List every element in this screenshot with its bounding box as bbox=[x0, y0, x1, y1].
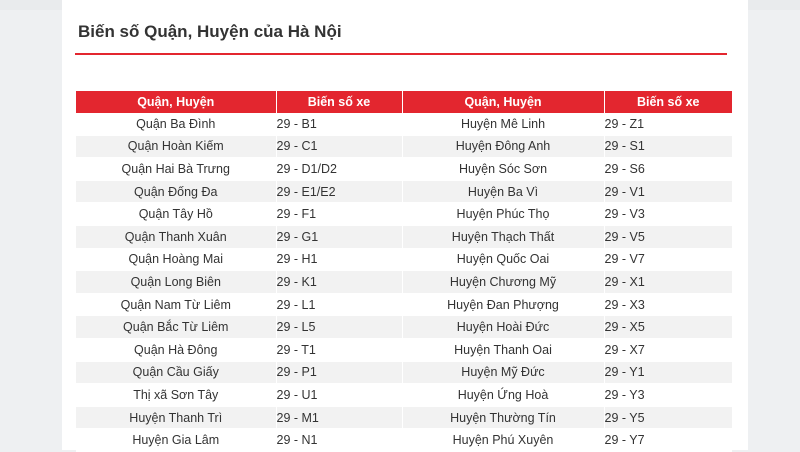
plate-code-cell: 29 - Z1 bbox=[604, 113, 732, 135]
district-name-cell: Huyện Thanh Trì bbox=[76, 406, 276, 429]
district-name-cell: Huyện Thanh Oai bbox=[402, 338, 604, 361]
table-header-row bbox=[76, 91, 732, 113]
table-row bbox=[76, 180, 732, 203]
district-name-cell: Huyện Thường Tín bbox=[402, 406, 604, 429]
district-name-cell: Quận Hà Đông bbox=[76, 338, 276, 361]
header-plate-right: Biến số xe bbox=[604, 91, 732, 113]
table-body bbox=[76, 113, 732, 451]
district-name-cell: Huyện Đông Anh bbox=[402, 135, 604, 158]
license-plate-table bbox=[76, 91, 732, 452]
district-name-cell: Quận Cầu Giấy bbox=[76, 361, 276, 384]
table-row bbox=[76, 406, 732, 429]
plate-code-cell: 29 - T1 bbox=[276, 338, 402, 361]
plate-code-cell: 29 - Y3 bbox=[604, 384, 732, 407]
district-name-cell: Huyện Chương Mỹ bbox=[402, 271, 604, 294]
district-name-cell: Quận Bắc Từ Liêm bbox=[76, 316, 276, 339]
district-name-cell: Quận Ba Đình bbox=[76, 113, 276, 135]
district-name-cell: Quận Long Biên bbox=[76, 271, 276, 294]
plate-code-cell: 29 - L5 bbox=[276, 316, 402, 339]
title-underline bbox=[75, 53, 727, 55]
plate-code-cell: 29 - X7 bbox=[604, 338, 732, 361]
district-name-cell: Quận Hoàn Kiếm bbox=[76, 135, 276, 158]
plate-code-cell: 29 - Y1 bbox=[604, 361, 732, 384]
plate-code-cell: 29 - B1 bbox=[276, 113, 402, 135]
plate-code-cell: 29 - V1 bbox=[604, 180, 732, 203]
district-name-cell: Huyện Ba Vì bbox=[402, 180, 604, 203]
plate-code-cell: 29 - S6 bbox=[604, 158, 732, 181]
table-row bbox=[76, 203, 732, 226]
plate-code-cell: 29 - S1 bbox=[604, 135, 732, 158]
district-name-cell: Huyện Gia Lâm bbox=[76, 429, 276, 452]
plate-code-cell: 29 - D1/D2 bbox=[276, 158, 402, 181]
plate-code-cell: 29 - G1 bbox=[276, 225, 402, 248]
table-row bbox=[76, 293, 732, 316]
plate-code-cell: 29 - V7 bbox=[604, 248, 732, 271]
table-row bbox=[76, 225, 732, 248]
plate-code-cell: 29 - N1 bbox=[276, 429, 402, 452]
plate-code-cell: 29 - V5 bbox=[604, 225, 732, 248]
plate-code-cell: 29 - H1 bbox=[276, 248, 402, 271]
plate-code-cell: 29 - X5 bbox=[604, 316, 732, 339]
district-name-cell: Huyện Quốc Oai bbox=[402, 248, 604, 271]
table-row bbox=[76, 113, 732, 135]
table-row bbox=[76, 135, 732, 158]
table-row bbox=[76, 429, 732, 452]
plate-code-cell: 29 - Y5 bbox=[604, 406, 732, 429]
plate-code-cell: 29 - X3 bbox=[604, 293, 732, 316]
table-row bbox=[76, 271, 732, 294]
district-name-cell: Thị xã Sơn Tây bbox=[76, 384, 276, 407]
plate-code-cell: 29 - U1 bbox=[276, 384, 402, 407]
district-name-cell: Huyện Đan Phượng bbox=[402, 293, 604, 316]
plate-code-cell: 29 - Y7 bbox=[604, 429, 732, 452]
district-name-cell: Huyện Sóc Sơn bbox=[402, 158, 604, 181]
plate-code-cell: 29 - C1 bbox=[276, 135, 402, 158]
plate-code-cell: 29 - E1/E2 bbox=[276, 180, 402, 203]
district-name-cell: Huyện Thạch Thất bbox=[402, 225, 604, 248]
district-name-cell: Quận Đống Đa bbox=[76, 180, 276, 203]
header-plate-left: Biến số xe bbox=[276, 91, 402, 113]
plate-code-cell: 29 - F1 bbox=[276, 203, 402, 226]
table-row bbox=[76, 338, 732, 361]
table-row bbox=[76, 316, 732, 339]
district-name-cell: Huyện Mỹ Đức bbox=[402, 361, 604, 384]
district-name-cell: Quận Hoàng Mai bbox=[76, 248, 276, 271]
page-title: Biến số Quận, Huyện của Hà Nội bbox=[78, 22, 342, 41]
district-name-cell: Quận Tây Hồ bbox=[76, 203, 276, 226]
district-name-cell: Huyện Phú Xuyên bbox=[402, 429, 604, 452]
district-name-cell: Huyện Phúc Thọ bbox=[402, 203, 604, 226]
plate-code-cell: 29 - K1 bbox=[276, 271, 402, 294]
district-name-cell: Quận Nam Từ Liêm bbox=[76, 293, 276, 316]
header-district-left: Quận, Huyện bbox=[76, 91, 276, 113]
district-name-cell: Huyện Hoài Đức bbox=[402, 316, 604, 339]
table-row bbox=[76, 384, 732, 407]
plate-code-cell: 29 - M1 bbox=[276, 406, 402, 429]
plate-code-cell: 29 - X1 bbox=[604, 271, 732, 294]
district-name-cell: Huyện Ứng Hoà bbox=[402, 384, 604, 407]
plate-code-cell: 29 - V3 bbox=[604, 203, 732, 226]
header-district-right: Quận, Huyện bbox=[402, 91, 604, 113]
district-name-cell: Huyện Mê Linh bbox=[402, 113, 604, 135]
district-name-cell: Quận Hai Bà Trưng bbox=[76, 158, 276, 181]
table-row bbox=[76, 248, 732, 271]
table-row bbox=[76, 158, 732, 181]
table-row bbox=[76, 361, 732, 384]
district-name-cell: Quận Thanh Xuân bbox=[76, 225, 276, 248]
plate-code-cell: 29 - L1 bbox=[276, 293, 402, 316]
plate-code-cell: 29 - P1 bbox=[276, 361, 402, 384]
